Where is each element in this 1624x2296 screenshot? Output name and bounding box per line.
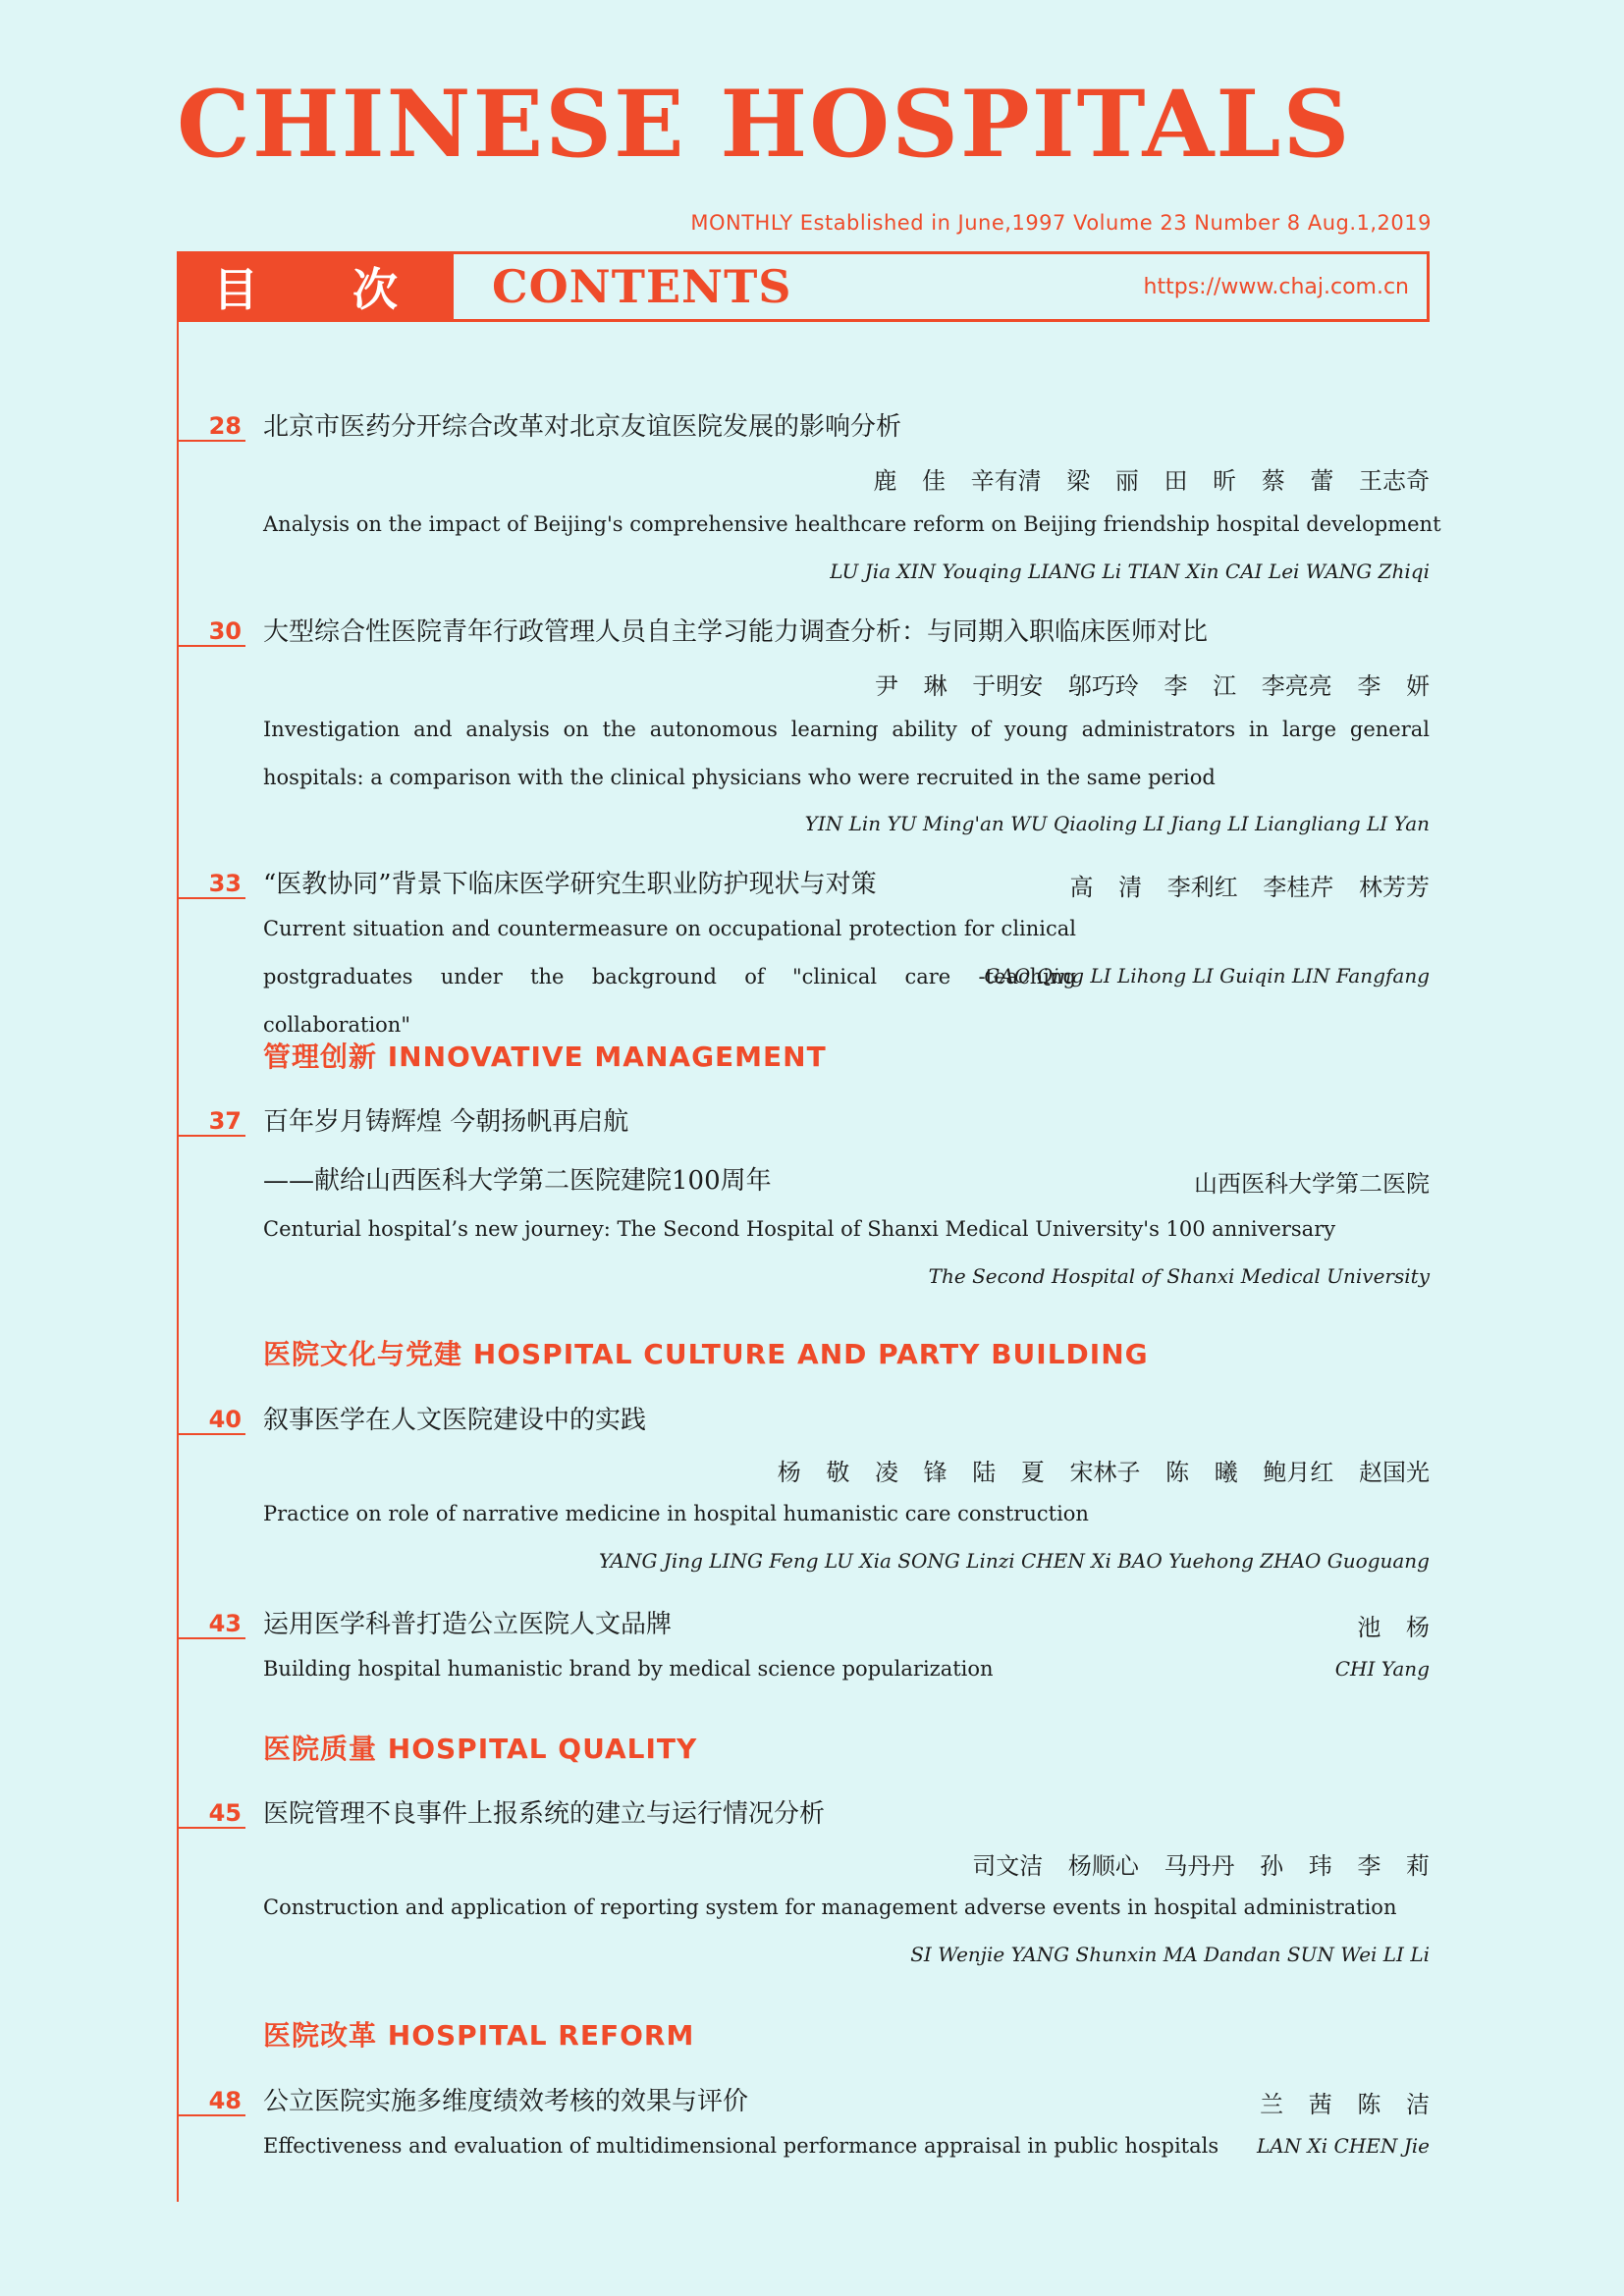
article-title-en: Practice on role of narrative medicine in hospital humanistic care construction [263, 1502, 1089, 1525]
article-title-zh: 医院管理不良事件上报系统的建立与运行情况分析 [263, 1799, 826, 1829]
page-number: 48 [177, 2087, 245, 2116]
banner-title-zh: 目 次 [180, 254, 451, 319]
article-title-en: Construction and application of reporting system for management adverse events in hospital administration [263, 1896, 1397, 1919]
article-title-zh: 北京市医药分开综合改革对北京友谊医院发展的影响分析 [263, 412, 902, 442]
page-number: 43 [177, 1610, 245, 1639]
issue-info: MONTHLY Established in June,1997 Volume 23 Number 8 Aug.1,2019 [690, 211, 1432, 235]
page-number: 40 [177, 1406, 245, 1435]
authors-en: YANG Jing LING Feng LU Xia SONG Linzi CHEN Xi BAO Yuehong ZHAO Guoguang [598, 1549, 1430, 1573]
authors-zh: 尹 琳 于明安 邬巧玲 李 江 李亮亮 李 妍 [874, 672, 1430, 700]
authors-zh: 池 杨 [1357, 1614, 1430, 1641]
contents-banner [177, 251, 1430, 322]
article-title-en: Analysis on the impact of Beijing's comprehensive healthcare reform on Beijing friendship hospital development [263, 512, 1441, 536]
article-title-en: Centurial hospital’s new journey: The Second Hospital of Shanxi Medical University's 100 anniversary [263, 1217, 1336, 1241]
article-title-en: Investigation and analysis on the autonomous learning ability of young administrators in large general hospitals: a comparison with the clinical physicians who were recruited in the same period [263, 718, 1430, 789]
article-title-en: Effectiveness and evaluation of multidimensional performance appraisal in public hospitals [263, 2134, 1219, 2158]
section-title: 医院质量 HOSPITAL QUALITY [263, 1733, 698, 1765]
banner-title-en: CONTENTS [492, 260, 792, 313]
article-title-zh: 百年岁月铸辉煌 今朝扬帆再启航 [263, 1107, 629, 1137]
authors-zh: 山西医科大学第二医院 [1194, 1170, 1430, 1198]
article-subtitle-zh: ——献给山西医科大学第二医院建院100周年 [263, 1166, 772, 1196]
authors-zh: 司文洁 杨顺心 马丹丹 孙 玮 李 莉 [972, 1852, 1430, 1880]
article-title-zh: “医教协同”背景下临床医学研究生职业防护现状与对策 [263, 870, 877, 899]
article-title-zh: 大型综合性医院青年行政管理人员自主学习能力调查分析：与同期入职临床医师对比 [263, 617, 1209, 647]
article-title-en: Building hospital humanistic brand by medical science popularization [263, 1657, 994, 1681]
journal-title: CHINESE HOSPITALS [177, 71, 1352, 179]
section-title: 管理创新 INNOVATIVE MANAGEMENT [263, 1041, 827, 1073]
page-number: 37 [177, 1107, 245, 1137]
journal-url-link[interactable]: https://www.chaj.com.cn [1143, 274, 1409, 299]
article-title-zh: 叙事医学在人文医院建设中的实践 [263, 1406, 647, 1435]
left-rule [177, 322, 179, 2202]
page-number: 28 [177, 412, 245, 442]
authors-zh: 杨 敬 凌 锋 陆 夏 宋林子 陈 曦 鲍月红 赵国光 [777, 1459, 1430, 1486]
page-number: 45 [177, 1799, 245, 1829]
authors-en: The Second Hospital of Shanxi Medical University [928, 1264, 1430, 1288]
authors-en: LAN Xi CHEN Jie [1256, 2134, 1430, 2158]
authors-zh: 鹿 佳 辛有清 梁 丽 田 昕 蔡 蕾 王志奇 [873, 467, 1430, 495]
page-number: 30 [177, 617, 245, 647]
page-number: 33 [177, 870, 245, 899]
authors-zh: 兰 茜 陈 洁 [1260, 2091, 1430, 2118]
banner-divider [451, 254, 460, 319]
article-title-en: Current situation and countermeasure on occupational protection for clinical postgraduates under the background of "clinical care -teaching collaboration" [263, 917, 1076, 1037]
section-title: 医院文化与党建 HOSPITAL CULTURE AND PARTY BUILDING [263, 1338, 1149, 1370]
authors-en: CHI Yang [1334, 1657, 1430, 1681]
authors-en: LU Jia XIN Youqing LIANG Li TIAN Xin CAI Lei WANG Zhiqi [830, 560, 1430, 583]
section-title: 医院改革 HOSPITAL REFORM [263, 2019, 695, 2052]
authors-en: SI Wenjie YANG Shunxin MA Dandan SUN Wei LI Li [910, 1943, 1430, 1966]
article-title-zh: 运用医学科普打造公立医院人文品牌 [263, 1610, 673, 1639]
authors-en: GAO Qing LI Lihong LI Guiqin LIN Fangfang [984, 964, 1430, 988]
authors-en: YIN Lin YU Ming'an WU Qiaoling LI Jiang LI Liangliang LI Yan [804, 812, 1430, 835]
article-title-zh: 公立医院实施多维度绩效考核的效果与评价 [263, 2087, 749, 2116]
authors-zh: 高 清 李利红 李桂芹 林芳芳 [1069, 874, 1430, 901]
